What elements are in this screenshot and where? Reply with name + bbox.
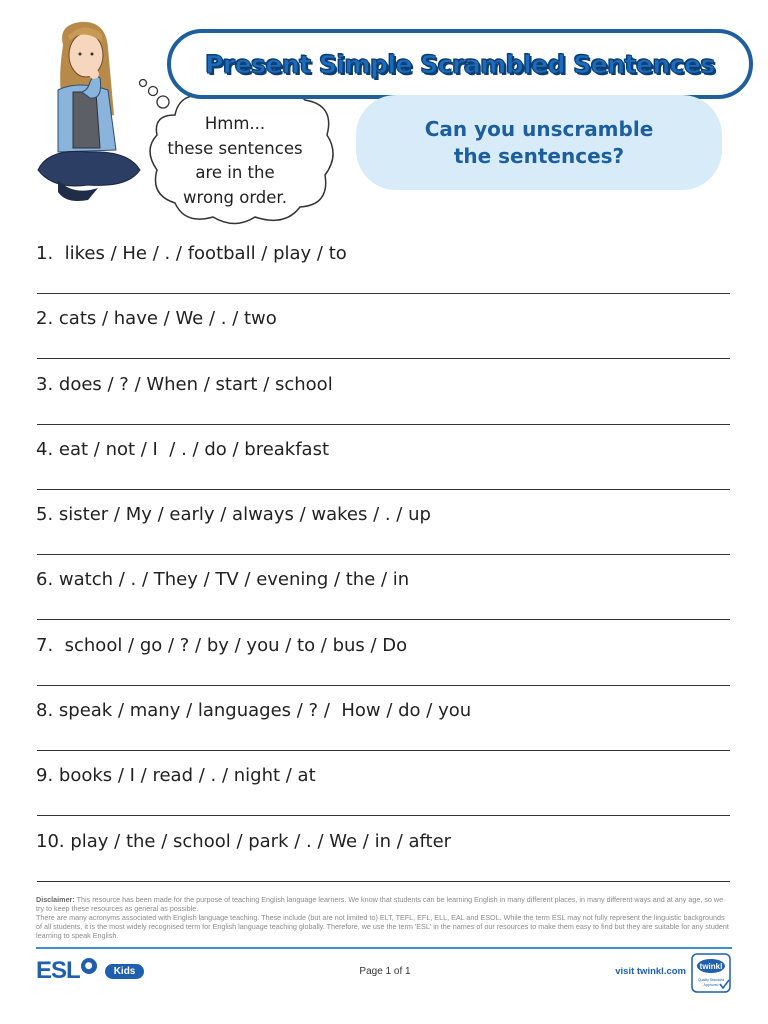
bubble-line-2: these sentences [167,138,303,158]
thought-bubble-text [150,112,320,210]
visit-link[interactable]: visit twinkl.com [615,966,686,977]
globe-icon: ● [81,958,97,974]
question-text: 2. cats / have / We / . / two [36,308,277,330]
answer-line[interactable] [37,424,730,425]
question-text: 10. play / the / school / park / . / We / in / after [36,830,452,852]
answer-line[interactable] [37,815,730,816]
question-text: 4. eat / not / I / . / do / breakfast [36,438,330,460]
badge-brand: twinkl [699,962,723,971]
esl-logo-text: ESL [36,957,80,984]
page-number: Page 1 of 1 [359,966,411,977]
twinkl-quality-badge-icon [690,952,732,994]
page-title: Present Simple Scrambled Sentences [205,49,715,79]
bubble-line-4: wrong order. [183,187,287,207]
question-text: 5. sister / My / early / always / wakes / . / up [36,504,431,526]
disclaimer-text-2: There are many acronyms associated with English language teaching. These include (but are not limited to) ELT, TEFL, EFL, ELL, EAL and ESOL. While the term ESL may not fully represent the linguistic backgrounds of all students, it is the most widely recognised term for English language teaching globally. Therefore, we use the term 'ESL' in the names of our resources to make them easy to find but they are suitable for any student learning to speak English. [36,913,729,940]
kids-badge: Kids [105,964,145,979]
answer-line[interactable] [37,685,730,686]
question-text: 9. books / I / read / . / night / at [36,765,316,787]
question-item [35,765,730,830]
disclaimer-label: Disclaimer: [36,895,75,904]
question-text: 7. school / go / ? / by / you / to / bus / Do [36,634,408,656]
question-text: 8. speak / many / languages / ? / How / do / you [36,700,472,722]
question-item [35,569,730,634]
instruction-box [356,95,722,190]
bubble-line-1: Hmm... [204,114,266,133]
instruction-line-2: the sentences? [453,143,625,168]
question-text: 1. likes / He / . / football / play / to [36,243,347,264]
girl-thinking-illustration [18,20,148,205]
answer-line[interactable] [37,358,730,359]
instruction-text [425,116,654,170]
answer-line[interactable] [37,881,730,882]
esl-kids-logo [36,955,144,987]
question-item [35,504,730,569]
question-text: 6. watch / . / They / TV / evening / the / in [36,569,410,591]
question-text: 3. does / ? / When / start / school [36,373,333,395]
title-banner [167,29,753,99]
answer-line[interactable] [37,750,730,751]
question-item [35,439,730,504]
disclaimer-text: This resource has been made for the purpose of teaching English language learners. We know that students can be learning English in many different places, in many different ways and at any age, so we try to keep these resources as general as possible. [36,895,724,913]
bubble-line-3: are in the [195,163,275,182]
question-item [35,700,730,765]
question-item [35,831,730,896]
question-item [35,243,730,308]
question-item [35,635,730,700]
instruction-line-1: Can you unscramble [424,116,654,141]
answer-line[interactable] [37,619,730,620]
question-item [35,374,730,439]
disclaimer [36,895,732,940]
answer-line[interactable] [37,554,730,555]
question-item [35,308,730,373]
footer-divider [36,947,732,949]
question-list [35,243,730,896]
answer-line[interactable] [37,293,730,294]
svg-text:Approved: Approved [703,983,719,987]
svg-text:Quality Standard: Quality Standard [697,978,725,982]
answer-line[interactable] [37,489,730,490]
